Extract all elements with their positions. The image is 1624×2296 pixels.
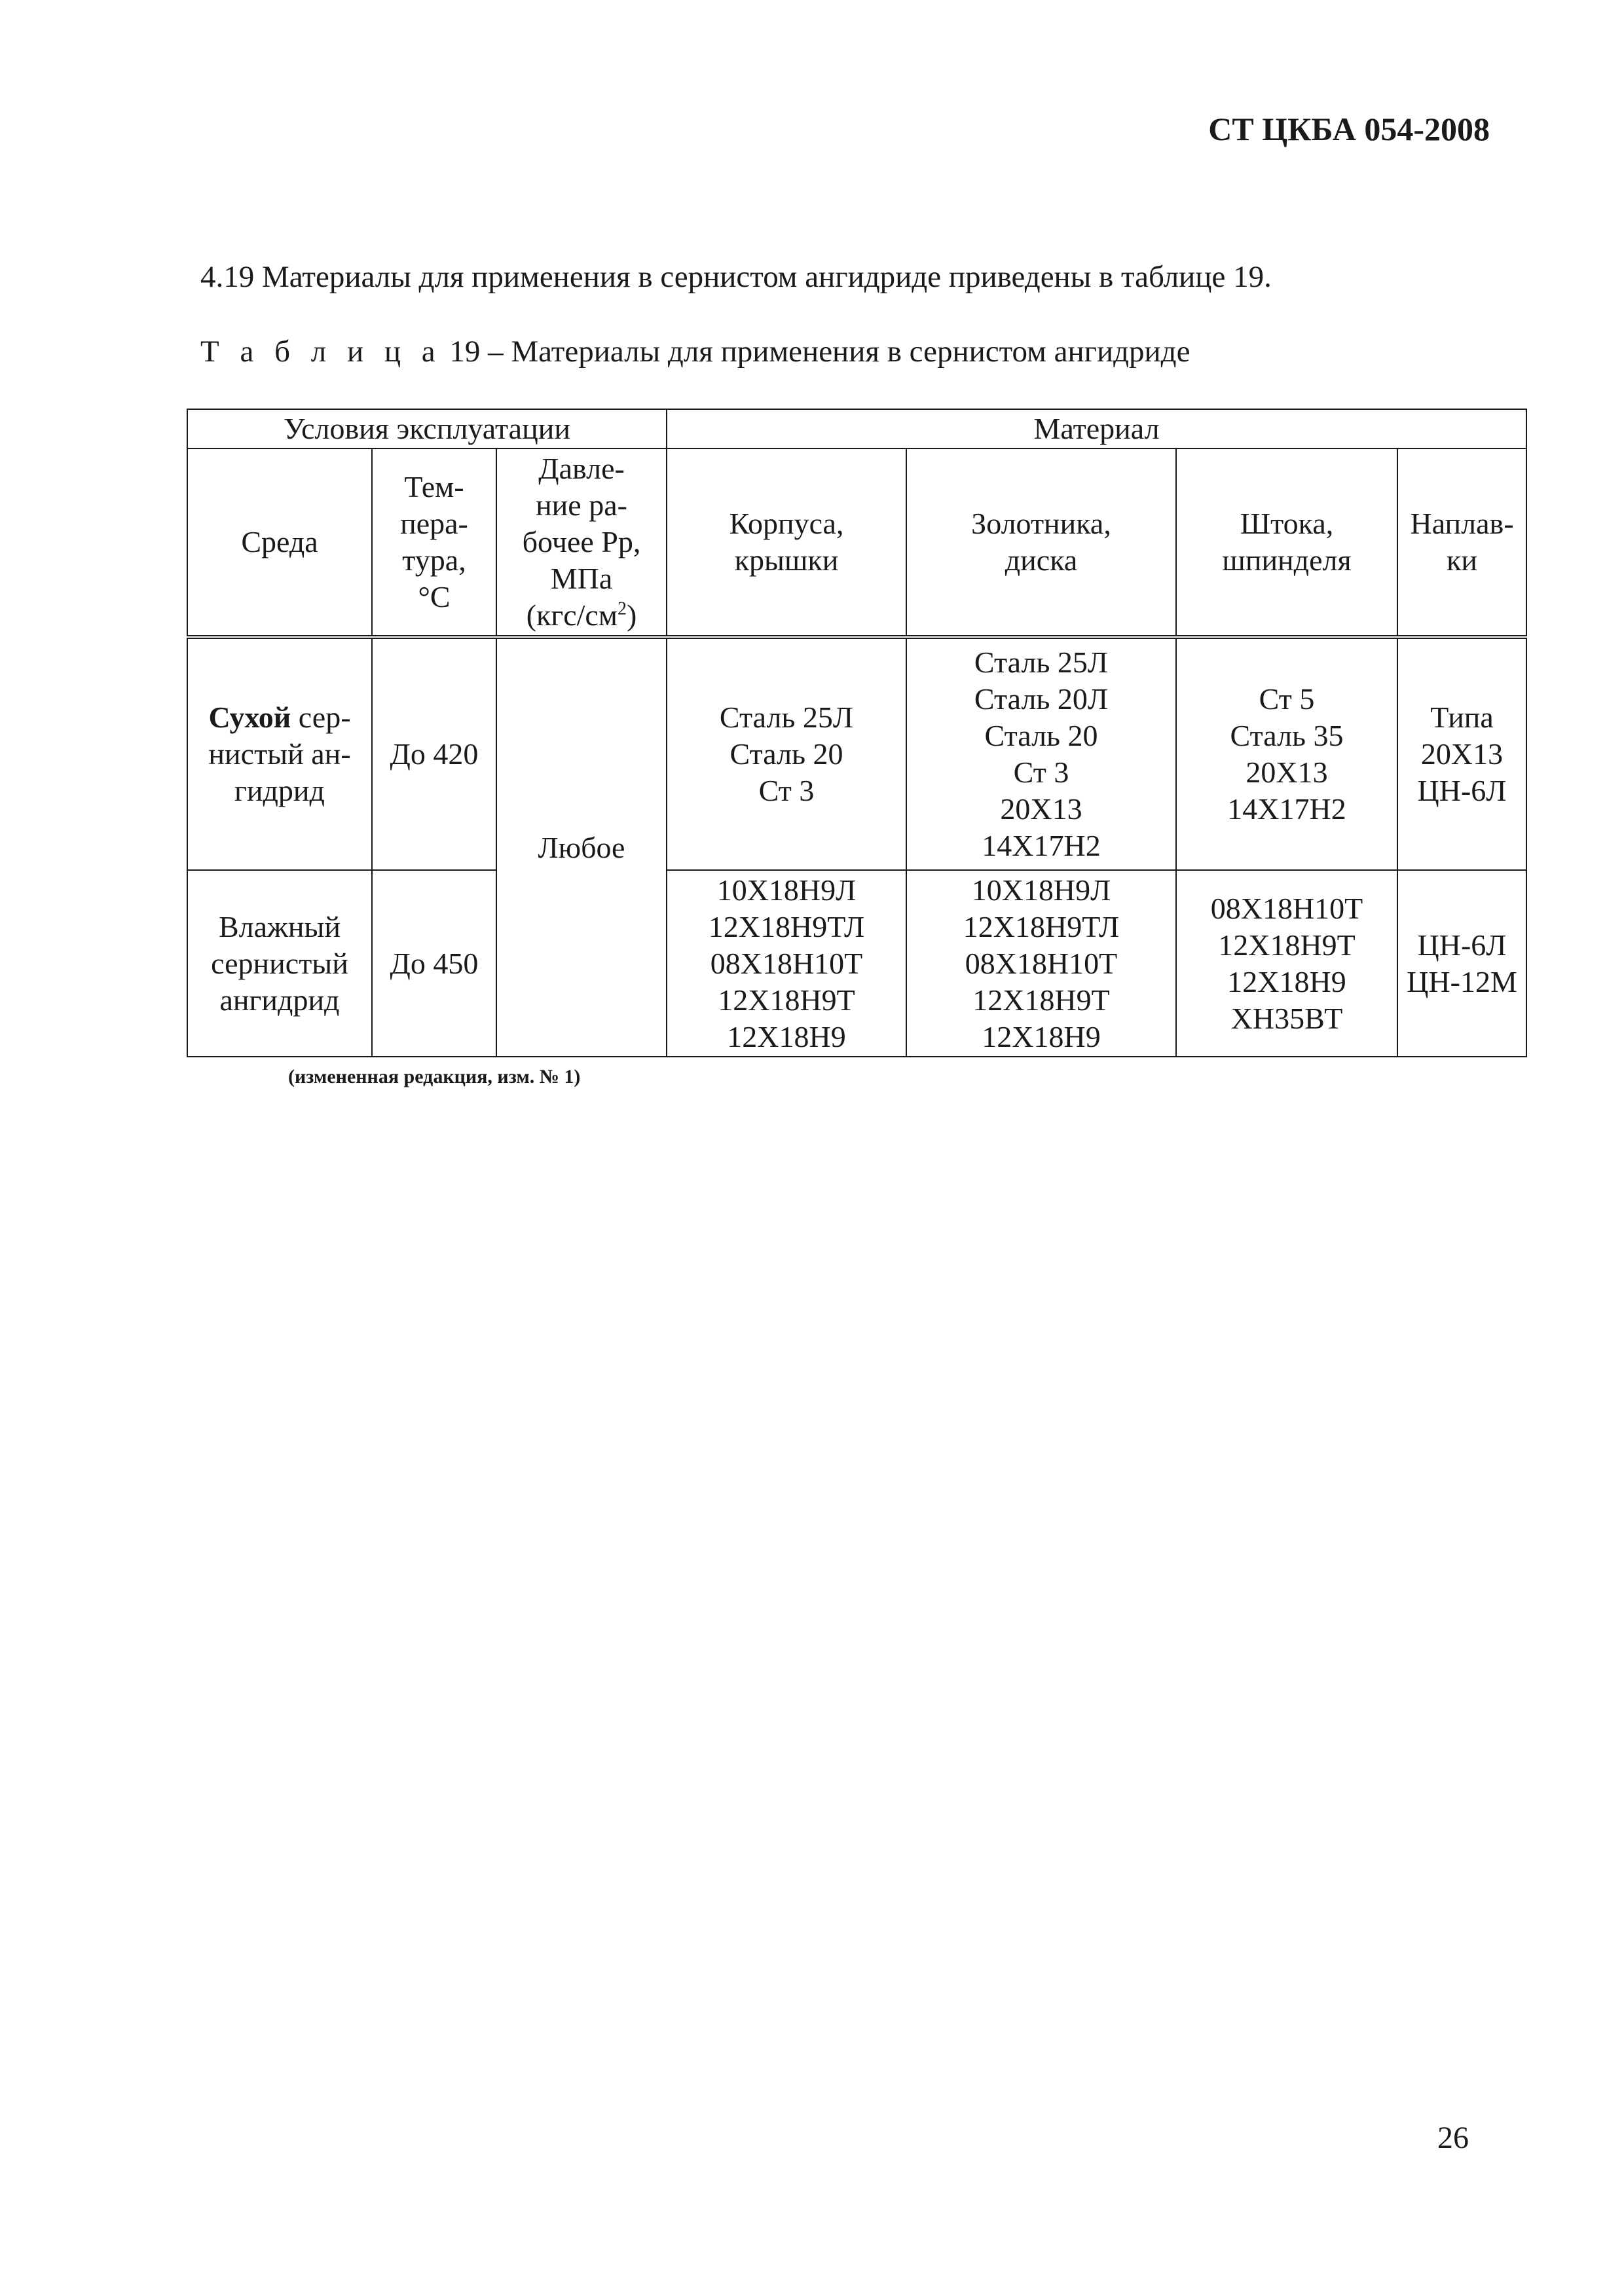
cell-medium-line: ангидрид: [219, 983, 340, 1017]
header-pressure-line: ние ра-: [536, 488, 627, 522]
cell-stem-line: 12Х18Н9Т: [1218, 928, 1356, 962]
cell-body-line: Сталь 25Л: [719, 701, 854, 734]
cell-spool-line: Сталь 25Л: [974, 646, 1109, 679]
header-temperature: [372, 448, 496, 637]
cell-pressure: Любое: [496, 637, 667, 1057]
header-pressure-unit-exponent: 2: [617, 598, 627, 619]
cell-spool-line: 14Х17Н2: [982, 829, 1101, 862]
header-spool-line: диска: [1005, 543, 1078, 577]
document-code: СТ ЦКБА 054-2008: [1208, 111, 1490, 147]
cell-overlay-line: Типа: [1430, 701, 1494, 734]
header-pressure-line: Давле-: [538, 452, 625, 485]
header-spool-line: Золотника,: [971, 507, 1111, 540]
header-overlay-line: Наплав-: [1410, 507, 1514, 540]
header-pressure-unit-close: ): [626, 598, 637, 632]
header-body-line: Корпуса,: [729, 507, 844, 540]
header-temperature-line: тура,: [402, 543, 466, 577]
header-pressure-unit-base: (кгс/см: [526, 598, 618, 632]
cell-medium-line: сернистый: [211, 946, 348, 980]
header-body-line: крышки: [734, 543, 839, 577]
cell-body-line: 12Х18Н9: [727, 1019, 846, 1053]
header-pressure: [496, 448, 667, 637]
cell-stem-line: 12Х18Н9: [1227, 964, 1346, 998]
intro-paragraph: 4.19 Материалы для применения в сернистом ангидриде приведены в таблице 19.: [200, 260, 1272, 294]
cell-medium: [187, 637, 372, 870]
cell-spool: [906, 637, 1176, 870]
cell-stem-line: Сталь 35: [1230, 719, 1344, 752]
header-temperature-line: Тем-: [404, 470, 464, 503]
cell-overlay-line: 20Х13: [1420, 737, 1504, 771]
table-caption: [200, 334, 1477, 369]
header-temperature-line: °С: [418, 580, 451, 613]
header-stem: [1176, 448, 1397, 637]
cell-spool-line: Ст 3: [1013, 756, 1069, 789]
cell-spool-line: 12Х18Н9ТЛ: [963, 909, 1120, 943]
materials-table: [187, 409, 1527, 1057]
table-row: [187, 637, 1526, 870]
cell-medium-line: гидрид: [234, 774, 325, 807]
cell-overlay: [1397, 637, 1526, 870]
revision-note: (измененная редакция, изм. № 1): [288, 1066, 581, 1087]
cell-body-line: 10Х18Н9Л: [716, 873, 857, 907]
cell-medium-line: Влажный: [219, 909, 341, 943]
cell-overlay: [1397, 870, 1526, 1057]
cell-medium-bold: Сухой: [208, 701, 291, 734]
cell-stem: [1176, 637, 1397, 870]
cell-spool-line: 12Х18Н9: [982, 1019, 1101, 1053]
cell-stem-line: 14Х17Н2: [1227, 792, 1346, 826]
cell-overlay-line: ЦН-12М: [1407, 964, 1517, 998]
cell-spool-line: 20Х13: [1000, 792, 1082, 826]
header-overlay-line: ки: [1447, 543, 1478, 577]
header-pressure-line: бочее Рр,: [522, 525, 641, 558]
header-pressure-unit: [500, 597, 663, 634]
header-spool: [906, 448, 1176, 637]
header-body: [667, 448, 906, 637]
cell-temperature: До 450: [372, 870, 496, 1057]
cell-body-line: 12Х18Н9ТЛ: [708, 909, 865, 943]
header-medium: Среда: [187, 448, 372, 637]
header-stem-line: Штока,: [1240, 507, 1334, 540]
header-material: Материал: [667, 409, 1526, 448]
header-conditions: Условия эксплуатации: [187, 409, 667, 448]
cell-stem-line: 20Х13: [1246, 756, 1328, 789]
cell-body-line: 12Х18Н9Т: [718, 983, 855, 1017]
table-caption-text: 19 – Материалы для применения в сернистом ангидриде: [441, 335, 1190, 369]
cell-overlay-line: ЦН-6Л: [1417, 774, 1507, 807]
cell-body-line: Ст 3: [758, 774, 815, 807]
cell-medium-line: нистый ан-: [208, 737, 351, 771]
cell-spool: [906, 870, 1176, 1057]
cell-body: [667, 870, 906, 1057]
cell-stem-line: 08Х18Н10Т: [1210, 891, 1363, 925]
cell-body-line: Сталь 20: [729, 737, 843, 771]
cell-spool-line: 08Х18Н10Т: [965, 946, 1118, 980]
page-number: 26: [1437, 2121, 1469, 2155]
cell-spool-line: Сталь 20Л: [974, 682, 1109, 716]
cell-spool-line: 10Х18Н9Л: [971, 873, 1111, 907]
cell-spool-line: Сталь 20: [984, 719, 1098, 752]
table-group-header-row: [187, 409, 1526, 448]
cell-overlay-line: ЦН-6Л: [1417, 928, 1507, 962]
cell-stem: [1176, 870, 1397, 1057]
cell-medium-rest: сер-: [291, 701, 351, 734]
header-temperature-line: пера-: [400, 507, 468, 540]
header-stem-line: шпинделя: [1222, 543, 1352, 577]
header-pressure-line: МПа: [550, 562, 613, 595]
cell-medium-line: [191, 699, 369, 736]
cell-body: [667, 637, 906, 870]
table-row: [187, 870, 1526, 1057]
cell-stem-line: ХН35ВТ: [1230, 1001, 1343, 1035]
header-overlay: [1397, 448, 1526, 637]
cell-stem-line: Ст 5: [1259, 682, 1315, 716]
table-column-header-row: [187, 448, 1526, 637]
cell-spool-line: 12Х18Н9Т: [972, 983, 1110, 1017]
cell-body-line: 08Х18Н10Т: [710, 946, 863, 980]
table-caption-label: Т а б л и ц а: [200, 335, 442, 369]
cell-medium: [187, 870, 372, 1057]
cell-temperature: До 420: [372, 637, 496, 870]
